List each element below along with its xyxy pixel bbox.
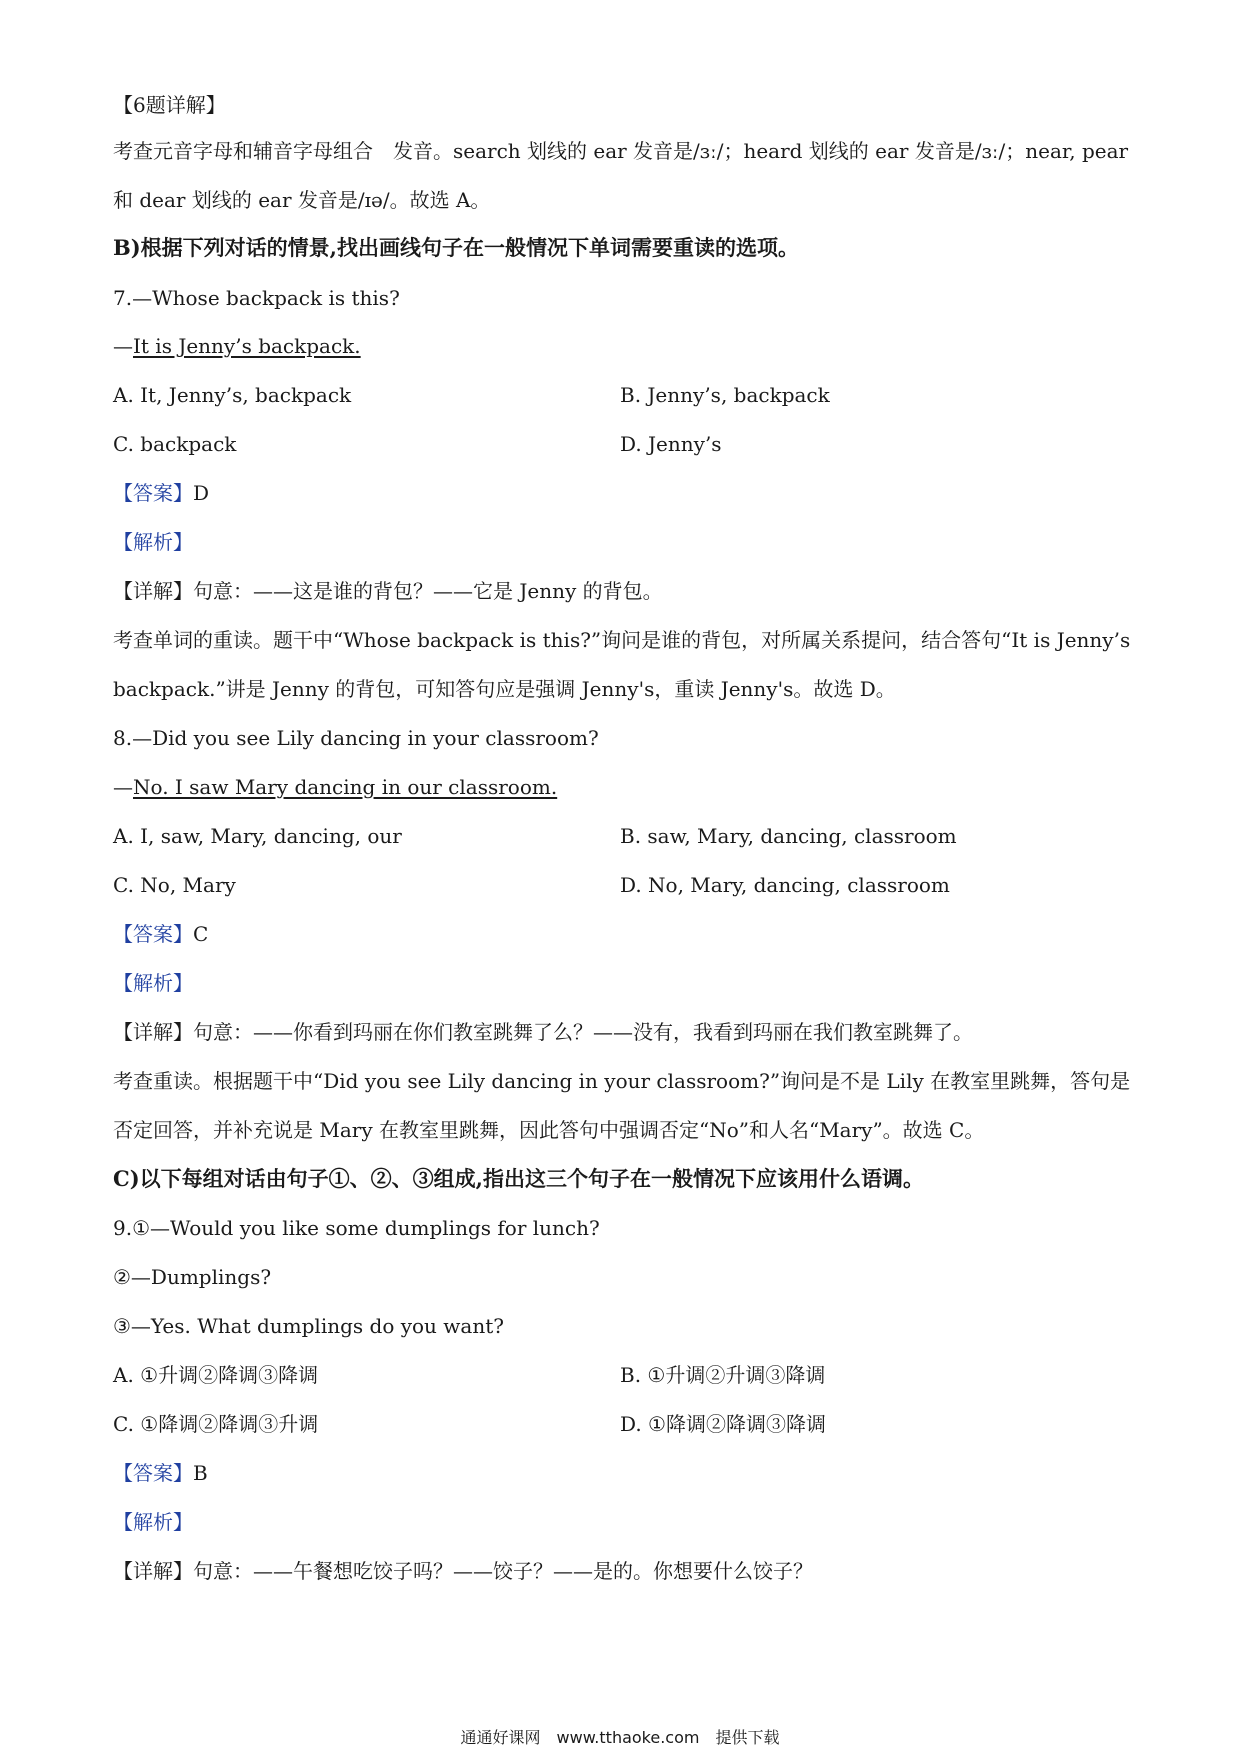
q9-sentence-1: 9.①—Would you like some dumplings for lunch? xyxy=(113,1216,600,1240)
q9-answer: 【答案】B xyxy=(113,1461,208,1485)
q7-detail-line-2: 考查单词的重读。题干中“Whose backpack is this?”询问是谁的背包，对所属关系提问，结合答句“It is Jenny’s xyxy=(113,628,1131,652)
q7-answer: 【答案】D xyxy=(113,481,210,505)
q6-detail-line-1: 考查元音字母和辅音字母组合 发音。search 划线的 ear 发音是/ɜː/；heard 划线的 ear 发音是/ɜː/；near, pear xyxy=(113,139,1129,163)
q8-option-b: B. saw, Mary, dancing, classroom xyxy=(620,824,957,848)
section-c-heading: C)以下每组对话由句子①、②、③组成,指出这三个句子在一般情况下应该用什么语调。 xyxy=(113,1166,924,1191)
q7-option-c: C. backpack xyxy=(113,432,237,456)
q7-option-b: B. Jenny’s, backpack xyxy=(620,383,830,407)
q9-option-c: C. ①降调②降调③升调 xyxy=(113,1412,319,1436)
q7-detail-line-3: backpack.”讲是 Jenny 的背包，可知答句应是强调 Jenny's，重读 Jenny's。故选 D。 xyxy=(113,677,896,701)
q7-detail-line-1: 【详解】句意：——这是谁的背包？——它是 Jenny 的背包。 xyxy=(113,579,663,603)
q8-option-d: D. No, Mary, dancing, classroom xyxy=(620,873,950,897)
page-footer: 通通好课网 www.tthaoke.com 提供下载 xyxy=(460,1728,780,1747)
q7-analysis-tag: 【解析】 xyxy=(113,530,193,554)
answer-tag: 【答案】 xyxy=(113,481,193,505)
q8-analysis-tag: 【解析】 xyxy=(113,971,193,995)
q7-underlined-sentence: It is Jenny’s backpack. xyxy=(133,334,361,358)
q6-detail-heading: 【6题详解】 xyxy=(113,93,226,117)
q8-detail-line-3: 否定回答，并补充说是 Mary 在教室里跳舞，因此答句中强调否定“No”和人名“Mary”。故选 C。 xyxy=(113,1118,985,1142)
q9-detail-line-1: 【详解】句意：——午餐想吃饺子吗？——饺子？——是的。你想要什么饺子？ xyxy=(113,1559,813,1583)
q8-detail-line-2: 考查重读。根据题干中“Did you see Lily dancing in your classroom?”询问是不是 Lily 在教室里跳舞，答句是 xyxy=(113,1069,1131,1093)
q8-option-c: C. No, Mary xyxy=(113,873,236,897)
q8-stem: 8.—Did you see Lily dancing in your classroom? xyxy=(113,726,599,750)
section-b-heading: B)根据下列对话的情景,找出画线句子在一般情况下单词需要重读的选项。 xyxy=(113,235,799,260)
q8-detail-line-1: 【详解】句意：——你看到玛丽在你们教室跳舞了么？——没有，我看到玛丽在我们教室跳舞了。 xyxy=(113,1020,973,1044)
q7-option-a: A. It, Jenny’s, backpack xyxy=(113,383,352,407)
q9-sentence-3: ③—Yes. What dumplings do you want? xyxy=(113,1314,504,1338)
q7-option-d: D. Jenny’s xyxy=(620,432,722,456)
q9-sentence-2: ②—Dumplings? xyxy=(113,1265,272,1289)
q8-underlined-sentence: No. I saw Mary dancing in our classroom. xyxy=(133,775,558,799)
q7-underlined-reply: —It is Jenny’s backpack. xyxy=(113,334,361,358)
q8-option-a: A. I, saw, Mary, dancing, our xyxy=(113,824,402,848)
q9-analysis-tag: 【解析】 xyxy=(113,1510,193,1534)
detail-tag: 【详解】 xyxy=(113,1020,193,1044)
detail-tag: 【详解】 xyxy=(113,1559,193,1583)
q9-option-a: A. ①升调②降调③降调 xyxy=(113,1363,319,1387)
q6-detail-line-2: 和 dear 划线的 ear 发音是/ɪə/。故选 A。 xyxy=(113,188,491,212)
q8-underlined-reply: —No. I saw Mary dancing in our classroom. xyxy=(113,775,558,799)
q9-option-d: D. ①降调②降调③降调 xyxy=(620,1412,826,1436)
answer-tag: 【答案】 xyxy=(113,922,193,946)
q7-stem: 7.—Whose backpack is this? xyxy=(113,286,400,310)
answer-tag: 【答案】 xyxy=(113,1461,193,1485)
detail-tag: 【详解】 xyxy=(113,579,193,603)
q9-option-b: B. ①升调②升调③降调 xyxy=(620,1363,826,1387)
q8-answer: 【答案】C xyxy=(113,922,209,946)
